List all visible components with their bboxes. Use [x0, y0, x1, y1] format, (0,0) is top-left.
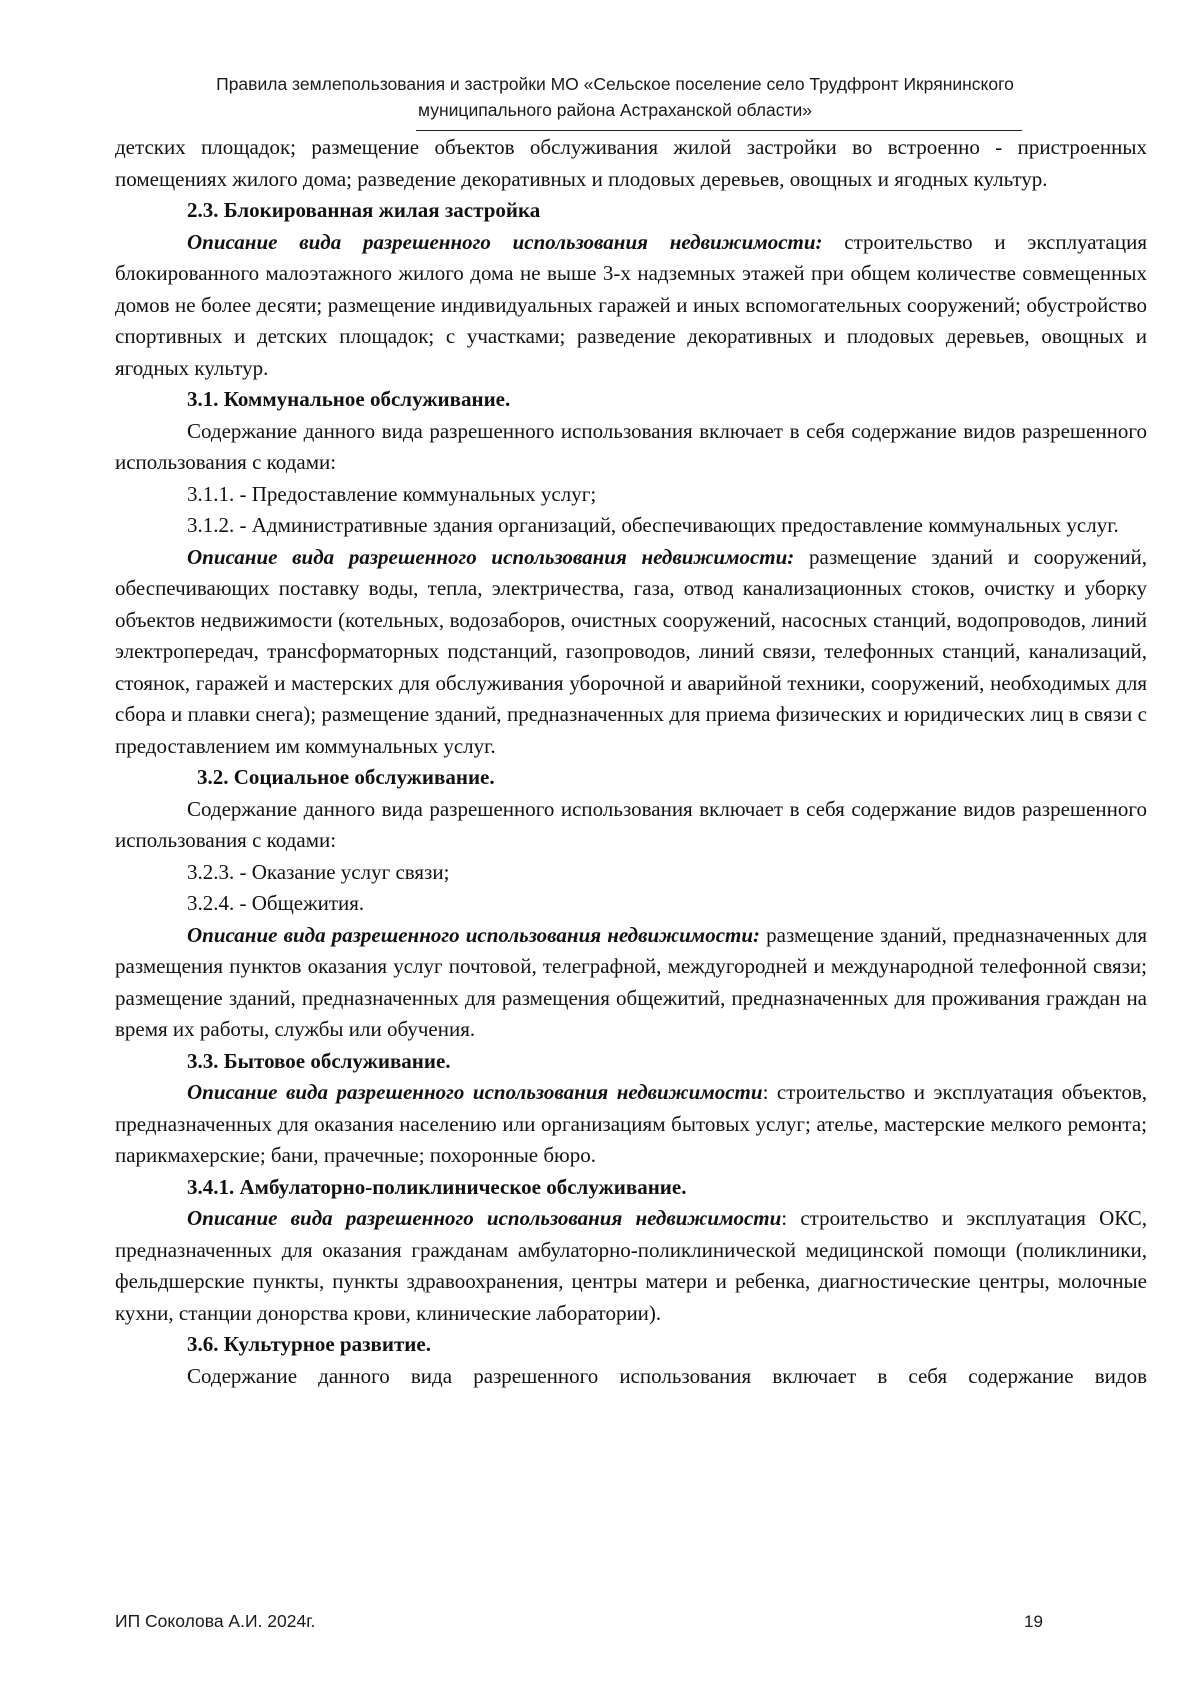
- paragraph-2-3-description: [115, 227, 1147, 385]
- section-heading-2-3: 2.3. Блокированная жилая застройка: [187, 198, 541, 222]
- description-text: строительство и эксплуатация блокированного малоэтажного жилого дома не выше 3-х надземных этажей при общем количестве совмещенных домов не более десяти; размещение индивидуальных гаражей и иных вспомогательных сооружений; обустройство спортивных и детских площадок; с участками; разведение декоративных и плодовых деревьев, овощных и ягодных культур.: [115, 229, 1147, 380]
- description-label: Описание вида разрешенного использования недвижимости: [187, 1080, 763, 1104]
- document-body: [115, 132, 1147, 1392]
- page-number: 19: [1024, 1612, 1043, 1631]
- paragraph-3-6-contents: Содержание данного вида разрешенного использования включает в себя содержание видов: [187, 1363, 1147, 1388]
- section-heading-3-4-1: 3.4.1. Амбулаторно-поликлиническое обслуживание.: [187, 1174, 687, 1199]
- description-label: Описание вида разрешенного использования недвижимости:: [187, 922, 761, 947]
- description-label: Описание вида разрешенного использования недвижимости:: [187, 229, 823, 254]
- section-heading-3-6: 3.6. Культурное развитие.: [187, 1332, 431, 1356]
- description-label: Описание вида разрешенного использования недвижимости: [187, 1206, 782, 1230]
- paragraph-3-2-contents: Содержание данного вида разрешенного использования включает в себя содержание видов разрешенного использования с кодами:: [115, 796, 1147, 852]
- section-heading-3-3: 3.3. Бытовое обслуживание.: [187, 1048, 451, 1073]
- section-heading-3-1: 3.1. Коммунальное обслуживание.: [187, 387, 511, 411]
- paragraph-3-1-description: [115, 542, 1147, 763]
- description-text: : строительство и эксплуатация объектов, предназначенных для оказания населению или организациям бытовых услуг; ателье, мастерские мелкого ремонта; парикмахерские; бани, прачечные; похоронные бюро.: [115, 1080, 1147, 1167]
- header-divider: [416, 130, 1022, 131]
- list-item-3-1-1: 3.1.1. - Предоставление коммунальных услуг;: [187, 481, 597, 506]
- paragraph-3-1-contents: Содержание данного вида разрешенного использования включает в себя содержание видов разрешенного использования с кодами:: [115, 418, 1147, 474]
- header-line-1: Правила землепользования и застройки МО «Сельское поселение село Трудфронт Икрянинского: [216, 74, 1014, 94]
- list-item-3-2-3: 3.2.3. - Оказание услуг связи;: [187, 859, 450, 884]
- section-heading-3-2: 3.2. Социальное обслуживание.: [197, 765, 495, 789]
- description-text: размещение зданий, предназначенных для размещения пунктов оказания услуг почтовой, телеграфной, междугородней и международной телефонной связи; размещение зданий, предназначенных для размещения общежитий, предназначенных для проживания граждан на время их работы, службы или обучения.: [115, 922, 1147, 1041]
- paragraph-continuation: детских площадок; размещение объектов обслуживания жилой застройки во встроенно - пристроенных помещениях жилого дома; разведение декоративных и плодовых деревьев, овощных и ягодных культур.: [115, 135, 1147, 191]
- paragraph-3-2-description: [115, 920, 1147, 1046]
- paragraph-3-3-description: [115, 1077, 1147, 1172]
- description-text: : строительство и эксплуатация ОКС, предназначенных для оказания гражданам амбулаторно-поликлинической медицинской помощи (поликлиники, фельдшерские пункты, пункты здравоохранения, центры матери и ребенка, диагностические центры, молочные кухни, станции донорства крови, клинические лаборатории).: [115, 1206, 1147, 1325]
- description-label: Описание вида разрешенного использования недвижимости:: [187, 544, 795, 569]
- list-item-3-1-2: 3.1.2. - Административные здания организаций, обеспечивающих предоставление коммунальных услуг.: [187, 513, 1119, 537]
- description-text: размещение зданий и сооружений, обеспечивающих поставку воды, тепла, электричества, газа, отвод канализационных стоков, очистку и уборку объектов недвижимости (котельных, водозаборов, очистных сооружений, насосных станций, водопроводов, линий электропередач, трансформаторных подстанций, газопроводов, линий связи, телефонных станций, канализаций, стоянок, гаражей и мастерских для обслуживания уборочной и аварийной техники, сооружений, необходимых для сбора и плавки снега); размещение зданий, предназначенных для приема физических и юридических лиц в связи с предоставлением им коммунальных услуг.: [115, 544, 1147, 758]
- running-header: [115, 71, 1115, 123]
- paragraph-3-4-1-description: [115, 1203, 1147, 1329]
- list-item-3-2-4: 3.2.4. - Общежития.: [187, 891, 365, 915]
- footer-author: ИП Соколова А.И. 2024г.: [115, 1611, 316, 1631]
- header-line-2: муниципального района Астраханской области»: [418, 100, 812, 120]
